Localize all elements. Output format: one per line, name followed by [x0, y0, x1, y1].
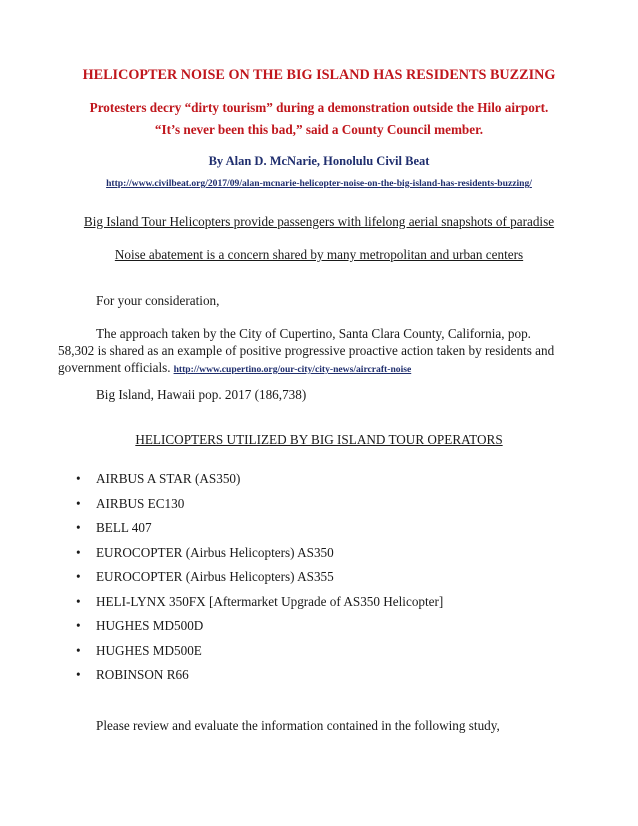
helicopter-name: AIRBUS EC130: [96, 495, 185, 511]
helicopter-name: HUGHES MD500D: [96, 618, 204, 633]
helicopter-list: [0, 471, 638, 692]
helicopter-name: HUGHES MD500E: [96, 642, 202, 658]
list-item: [0, 667, 638, 692]
bullet-icon: •: [76, 544, 81, 560]
bullet-icon: •: [76, 593, 81, 609]
big-island-population: Big Island, Hawaii pop. 2017 (186,738): [96, 387, 307, 402]
list-item: [0, 569, 638, 594]
list-item: [0, 618, 638, 643]
bullet-icon: •: [76, 520, 81, 535]
list-item: [0, 520, 638, 545]
article-subtitle-line1: Protesters decry “dirty tourism” during a demonstration outside the Hilo airport.: [89, 100, 549, 115]
approach-line3-text: government officials.: [58, 360, 171, 375]
article-link[interactable]: http://www.civilbeat.org/2017/09/alan-mcnarie-helicopter-noise-on-the-big-island-has-residents-buzzing/: [106, 178, 532, 189]
approach-paragraph-line1: The approach taken by the City of Cupertino, Santa Clara County, California, pop.: [96, 326, 531, 341]
byline: By Alan D. McNarie, Honolulu Civil Beat: [208, 154, 430, 168]
article-title: HELICOPTER NOISE ON THE BIG ISLAND HAS RESIDENTS BUZZING: [82, 67, 556, 83]
helicopters-heading: HELICOPTERS UTILIZED BY BIG ISLAND TOUR OPERATORS: [135, 432, 503, 447]
bullet-icon: •: [76, 642, 81, 658]
list-item: [0, 496, 638, 521]
consideration-line: For your consideration,: [96, 293, 220, 308]
helicopter-name: AIRBUS A STAR (AS350): [96, 471, 241, 486]
helicopter-name: HELI-LYNX 350FX [Aftermarket Upgrade of AS350 Helicopter]: [96, 593, 444, 609]
helicopter-name: ROBINSON R66: [96, 667, 189, 682]
helicopter-name: BELL 407: [96, 520, 152, 535]
list-item: [0, 594, 638, 619]
bullet-icon: •: [76, 495, 81, 511]
helicopter-name: EUROCOPTER (Airbus Helicopters) AS350: [96, 544, 334, 560]
cupertino-link[interactable]: http://www.cupertino.org/our-city/city-news/aircraft-noise: [173, 364, 412, 375]
bullet-icon: •: [76, 618, 81, 633]
bullet-icon: •: [76, 471, 81, 486]
article-subtitle-line2: “It’s never been this bad,” said a County Council member.: [154, 122, 484, 137]
bullet-icon: •: [76, 569, 81, 584]
approach-paragraph-line2: 58,302 is shared as an example of positive progressive proactive action taken by residents and: [58, 343, 555, 358]
photo-caption-1: Big Island Tour Helicopters provide passengers with lifelong aerial snapshots of paradise: [83, 214, 555, 229]
bullet-icon: •: [76, 667, 81, 682]
helicopter-name: EUROCOPTER (Airbus Helicopters) AS355: [96, 569, 334, 584]
review-paragraph: Please review and evaluate the information contained in the following study,: [96, 718, 500, 733]
approach-paragraph-line3: [58, 360, 411, 376]
list-item: [0, 545, 638, 570]
photo-caption-2: Noise abatement is a concern shared by many metropolitan and urban centers: [114, 247, 524, 262]
list-item: [0, 471, 638, 496]
list-item: [0, 643, 638, 668]
